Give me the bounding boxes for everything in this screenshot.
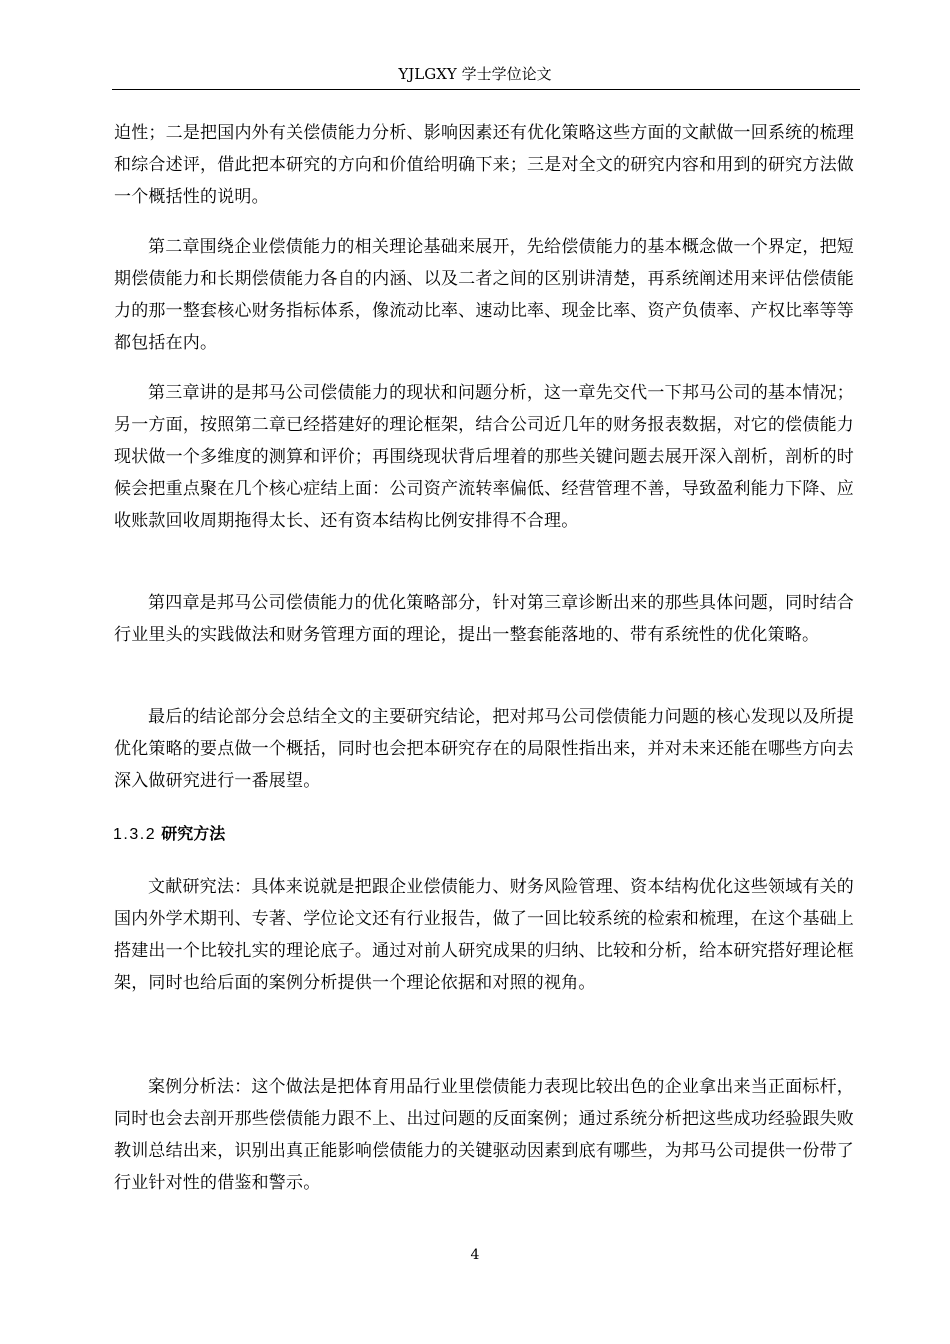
header-divider [112,89,860,90]
paragraph-chapter3: 第三章讲的是邦马公司偿债能力的现状和问题分析，这一章先交代一下邦马公司的基本情况；另一方面，按照第二章已经搭建好的理论框架，结合公司近几年的财务报表数据，对它的偿债能力现状做一个多维度的测算和评价；再围绕现状背后埋着的那些关键问题去展开深入剖析，剖析的时候会把重点聚在几个核心症结上面：公司资产流转率偏低、经营管理不善，导致盈利能力下降、应收账款回收周期拖得太长、还有资本结构比例安排得不合理。 [114,383,854,531]
paragraph-chapter4: 第四章是邦马公司偿债能力的优化策略部分，针对第三章诊断出来的那些具体问题，同时结合行业里头的实践做法和财务管理方面的理论，提出一整套能落地的、带有系统性的优化策略。 [114,593,854,645]
paragraph-chapter2: 第二章围绕企业偿债能力的相关理论基础来展开，先给偿债能力的基本概念做一个界定，把短期偿债能力和长期偿债能力各自的内涵、以及二者之间的区别讲清楚，再系统阐述用来评估偿债能力的那一整套核心财务指标体系，像流动比率、速动比率、现金比率、资产负债率、产权比率等等都包括在内。 [114,237,854,353]
section-heading [113,822,225,847]
page-number: 4 [470,1247,480,1263]
page-header-title: YJLGXY 学士学位论文 [398,65,552,83]
paragraph-literature-method: 文献研究法：具体来说就是把跟企业偿债能力、财务风险管理、资本结构优化这些领域有关的国内外学术期刊、专著、学位论文还有行业报告，做了一回比较系统的检索和梳理，在这个基础上搭建出一个比较扎实的理论底子。通过对前人研究成果的归纳、比较和分析，给本研究搭好理论框架，同时也给后面的案例分析提供一个理论依据和对照的视角。 [114,877,854,993]
section-number: 1.3.2 [113,826,157,843]
section-title: 研究方法 [161,824,226,843]
paragraph-conclusion: 最后的结论部分会总结全文的主要研究结论，把对邦马公司偿债能力问题的核心发现以及所提优化策略的要点做一个概括，同时也会把本研究存在的局限性指出来，并对未来还能在哪些方向去深入做研究进行一番展望。 [114,707,854,791]
paragraph-chapter1-continued: 迫性；二是把国内外有关偿债能力分析、影响因素还有优化策略这些方面的文献做一回系统的梳理和综合述评，借此把本研究的方向和价值给明确下来；三是对全文的研究内容和用到的研究方法做一个概括性的说明。 [114,123,854,207]
paragraph-case-method: 案例分析法：这个做法是把体育用品行业里偿债能力表现比较出色的企业拿出来当正面标杆，同时也会去剖开那些偿债能力跟不上、出过问题的反面案例；通过系统分析把这些成功经验跟失败教训总结出来，识别出真正能影响偿债能力的关键驱动因素到底有哪些，为邦马公司提供一份带了行业针对性的借鉴和警示。 [114,1077,854,1193]
